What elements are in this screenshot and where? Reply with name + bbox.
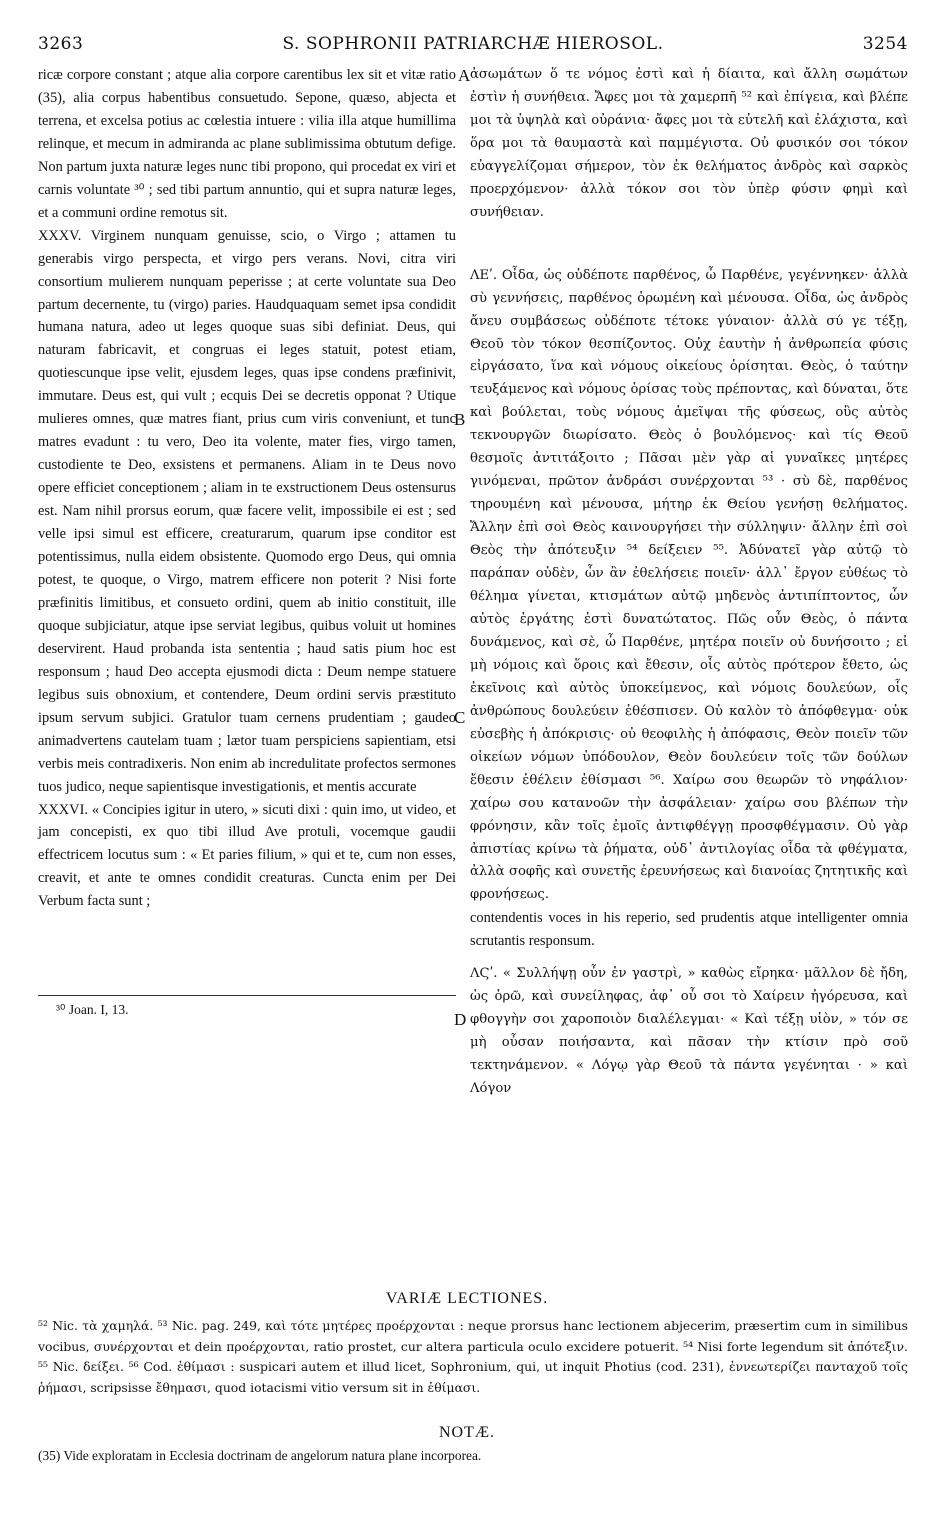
greek-paragraph-3: ΛϚʹ. « Συλλήψῃ οὖν ἐν γαστρὶ, » καθὼς εἴρηκα· μᾶλλον δὲ ἤδη, ὡς ὁρῶ, καὶ συνείληφας, ἀφ᾽ οὗ σοι τὸ Χαίρειν ἠγόρευσα, καὶ φθογγὴν σοι χαροποιὸν διαλέλεγμαι· « Καὶ τέξῃ υἱὸν, » τόν σε μὴ οὖσαν ποιήσαντα, καὶ πᾶσαν τὴν κτίσιν πρὸ σοῦ τεκτηνάμενον. « Λόγῳ γὰρ Θεοῦ τὰ πάντα γεγένηται · » καὶ Λόγον <box>470 966 908 1097</box>
variae-lectiones-text: ⁵² Nic. τὰ χαμηλά. ⁵³ Nic. pag. 249, καὶ τότε μητέρες προέρχονται : neque prorsus hanc lectionem abjecerim, præsertim cum in similibus vocibus, συνέρχονται et dein προέρχονται, ratio prostet, cur altera particula oculo excidere potuerit. ⁵⁴ Nisi forte legendum sit ἀπότεξιν. ⁵⁵ Nic. δείξει. ⁵⁶ Cod. ἐθίμασι : suspicari autem et illud licet, Sophronium, qui, ut inquit Photius (cod. 231), ἐννεωτερίζει πανταχοῦ τοῖς ῥήμασι, scripsisse ἔθημασι, quod iotacismi vitio versum sit in ἐθίμασι. <box>38 1318 908 1395</box>
greek-paragraph-2: ΛΕʹ. Οἶδα, ὡς οὐδέποτε παρθένος, ὦ Παρθένε, γεγέννηκεν· ἀλλὰ σὺ γεννήσεις, παρθένος ὁρωμένη καὶ μένουσα. Οἶδα, ὡς ἀνδρὸς ἄνευ συμβάσεως οὐδέποτε τέτοκε γύναιον· ἀλλὰ σύ γε τέξῃ, Θεοῦ τὸν τόκον θεσπίζοντος. Οὐχ ἑαυτὴν ἡ ἀνθρωπεία φύσις εἰργάσατο, ἵνα καὶ νόμους οἰκείους ὁρίσηται. Θεὸς, ὁ ταύτην τευξάμενος καὶ νόμους ὁρίσας τοὺς πρέποντας, καὶ δύναται, ὅτε καὶ βούλεται, τοὺς νόμους ἀμεῖψαι τῆς φύσεως, οὓς αὐτὸς τεκνουργῶν διωρίσατο. Θεὸς ὁ βουλόμενος· καὶ τίς Θεοῦ θεσμοῖς ἀντιτάξοιτο ; Πᾶσαι μὲν γὰρ αἱ γυναῖκες μητέρες γινόμεναι, πρῶτον ἀνδράσι συνέρχονται ⁵³ · σὺ δὲ, παρθένος τηρουμένη καὶ μένουσα, μήτηρ ἐκ Θείου γενήσῃ θελήματος. Ἄλλην ἐπὶ σοὶ Θεὸς καινουργήσει τὴν σύλληψιν· ἄλλην ἐπὶ σοὶ Θεὸς τὴν ἀπότευξιν ⁵⁴ δείξειεν ⁵⁵. Ἀδύνατεῖ γὰρ αὐτῷ τὸ παράπαν οὐδὲν, ὧν ἂν ἐθελήσειε ποιεῖν· ἀλλ᾽ ἔργον εὐθέως τὸ θέλημα γίνεται, κτισμάτων αὐτῷ μηδενὸς ἀντιπίπτοντος, ὧν αὐτὸς ἐργάτης ἐστὶ δυνατώτατος. Πῶς οὖν Θεὸς, ὁ πάντα δυνάμενος, καὶ σὲ, ὦ Παρθένε, μητέρα ποιεῖν οὐ δυνήσοιτο ; εἰ μὴ νόμοις καὶ ὅροις καὶ ἔθεσιν, οἷς αὐτὸς πρότερον ἔθετο, ὡς ἐκεῖνοις καὶ αὐτὸς ὑποκείμενος, καὶ νόμοις δουλεύων, οἷς ἀνθρώπους δουλεύειν ἐθέσπισεν. Οὐ καλὸν τὸ ἀπόφθεγμα· οὐκ εὐσεβὴς ἡ ἀπόκρισις· οὐ θεοφιλὴς ἡ ἀπόφασις, Θεὸν ποιεῖν τῶν οἰκείων νόμων ὑπόδουλον, Θεὸν δουλεύειν τοῖς τῶν δούλων ἔθεσιν ἐθέλειν ἐθίσμασι ⁵⁶. Χαίρω σου θεωρῶν τὸ νηφάλιον· χαίρω σου κατανοῶν τὴν ἀσφάλειαν· χαίρω σου βλέπων τὴν φρόνησιν, κἂν τοῖς ἐμοῖς ἀντιφθέγγῃ προσφθέγμασιν. Οὐ γὰρ ἀπιστίας κρίνω τὰ ῥήματα, οὐδ᾽ ἀντιλογίας οἶδα τὰ φθέγματα, ἀλλὰ σοφῆς καὶ συνετῆς ἐρευνήσεως καὶ διανοίας ζητητικῆς καὶ φρονήσεως. <box>470 267 908 903</box>
page-header <box>38 34 908 64</box>
greek-paragraph-2-latin: contendentis voces in his reperio, sed prudentis atque intelligenter omnia scrutantis responsum. <box>470 910 908 950</box>
running-title: S. SOPHRONII PATRIARCHÆ HIEROSOL. <box>282 34 664 54</box>
scripture-footnote: ³⁰ Joan. I, 13. <box>56 1002 129 1017</box>
section-marker-d: D <box>454 1010 467 1029</box>
variae-lectiones-title: VARIÆ LECTIONES. <box>385 1290 549 1307</box>
paragraph-gap <box>470 225 908 265</box>
greek-column <box>470 64 908 1101</box>
right-page-number: 3254 <box>862 34 908 54</box>
paragraph-gap <box>470 953 908 963</box>
section-marker-b: B <box>454 410 466 429</box>
footnote-rule <box>38 995 456 996</box>
latin-paragraph-1: ricæ corpore constant ; atque alia corpore carentibus lex sit et vitæ ratio (35), alia corpus habentibus consuetudo. Sepone, quæso, abjecta et terrena, et excelsa potius ac cœlestia intuere : vilia illa atque humillima relinque, et mecum in admiranda ac plane sublimissima obtutum defige. Non partum juxta naturæ leges nunc tibi propono, qui procedat ex viri et carnis voluntate ³⁰ ; sed tibi partum annuntio, qui et supra naturæ leges, et a communi ordine remotus sit. <box>38 67 456 221</box>
greek-paragraph-1: ἀσωμάτων ὅ τε νόμος ἐστὶ καὶ ἡ δίαιτα, καὶ ἄλλη σωμάτων ἐστὶν ἡ συνήθεια. Ἄφες μοι τὰ χαμερπῆ ⁵² καὶ ἐπίγεια, καὶ βλέπε μοι τὰ ὑψηλὰ καὶ οὐράνια· ἄφες μοι τὰ εὐτελῆ καὶ ἐλάχιστα, καὶ ὅρα μοι τὰ θαυμαστὰ καὶ παμμέγιστα. Οὐ φυσικόν σοι τόκον εὐαγγελίζομαι σήμερον, τὸν ἐκ θελήματος ἀνδρὸς καὶ σαρκὸς προερχόμενον· ἀλλὰ τόκον σοι τὸν ὑπὲρ φύσιν φημὶ καὶ συνήθειαν. <box>470 67 908 220</box>
notae-text: (35) Vide exploratam in Ecclesia doctrinam de angelorum natura plane incorporea. <box>38 1448 482 1463</box>
latin-paragraph-3: XXXVI. « Concipies igitur in utero, » sicuti dixi : quin imo, ut video, et jam concepisti, ex quo tibi illud Ave protuli, vocemque gaudii effectricem locutus sum : « Et paries filium, » qui et te, cum non esses, creavit, et ante te omnes condidit creaturas. Cuncta enim per Dei Verbum facta sunt ; <box>38 801 456 910</box>
variae-lectiones <box>38 1316 908 1398</box>
left-page-number: 3263 <box>38 34 84 54</box>
notae <box>38 1446 908 1467</box>
section-marker-c: C <box>454 708 466 727</box>
latin-paragraph-2: XXXV. Virginem nunquam genuisse, scio, o Virgo ; attamen tu generabis virgo perspecta, et virgo pers verans. Novi, citra viri consortium mulierem nunquam peperisse ; at certe voluntate sua Deo partum decernente, tu (virgo) paries. Haudquaquam semet ipsa condidit humana natura, adeo ut leges quoque suas sibi definiat. Deus, qui naturam fabricavit, et congruas ei leges statuit, potest etiam, quotiescunque ipse velit, ejusdem leges, quas ipse condens præfinivit, immutare. Deus est, qui vult ; ecquis Dei se decretis opponat ? Utique mulieres omnes, quæ matres fiant, prius cum viris conveniunt, et tunc matres evadunt : tu vero, Deo ita volente, mater fies, virgo tamen, custodiente te Deo, exsistens et permanens. Aliam in te Deus novo opere efficiet conceptionem ; aliam in te exstructionem Deus ostensurus est. Nam nihil prorsus eorum, quæ facere velit, impossibile ei est ; sed velle ipsi simul est efficere, creaturarum, quarum ipse conditor est potentissimus, nulla eidem obsistente. Quomodo ergo Deus, qui omnia potest, te quoque, o Virgo, matrem efficere non poterit ? Nisi forte præfinitis limitibus, et consueto ordini, quem ab initio constituit, ille quoque subjiciatur, atque ipse serviat legibus, quibus voluit ut homines deservirent. Haud probanda ista sententia ; haud satis pium hoc est responsum ; haud Deo accepta ejusmodi dicta : Deum nempe statuere legibus suis obnoxium, et contendere, Deum ordini servis præstituto ipsum servum subjici. Gratulor tuam cernens prudentiam ; gaudeo animadvertens cautelam tuam ; lætor tuam perspiciens sapientiam, etsi verbis meis contradixeris. Non enim ab incredulitate profectos sermones tuos judico, neque sapientisque investigationis, et mentis accurate <box>38 227 456 795</box>
section-marker-a: A <box>458 66 471 85</box>
latin-column <box>38 64 456 913</box>
notae-title: NOTÆ. <box>438 1424 496 1441</box>
